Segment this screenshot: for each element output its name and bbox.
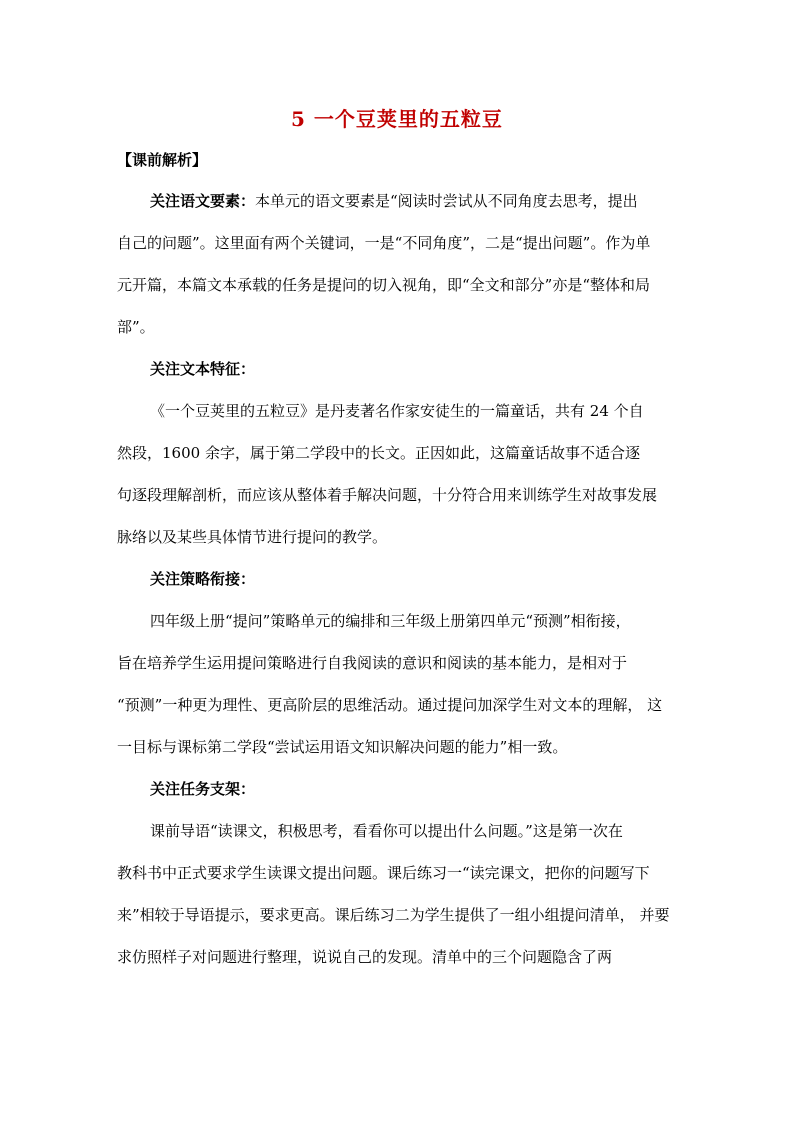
page-title: 5 一个豆荚里的五粒豆: [291, 107, 503, 131]
section-heading: 关注文本特征：: [150, 360, 256, 378]
paragraph-line: 自己的问题”。这里面有两个关键词，一是“不同角度”，二是“提出问题”。作为单: [117, 234, 651, 252]
text-run: 本单元的语文要素是“阅读时尝试从不同角度去思考，提出: [255, 192, 638, 210]
paragraph-line: 四年级上册“提问”策略单元的编排和三年级上册第四单元“预测”相衔接，: [150, 612, 631, 630]
paragraph-line: 课前导语“读课文，积极思考，看看你可以提出什么问题。”这是第一次在: [150, 822, 623, 840]
paragraph-line: 旨在培养学生运用提问策略进行自我阅读的意识和阅读的基本能力，是相对于: [117, 654, 628, 672]
paragraph-line: 元开篇，本篇文本承载的任务是提问的切入视角，即“全文和部分”亦是“整体和局: [117, 276, 651, 294]
paragraph-line: 求仿照样子对问题进行整理，说说自己的发现。清单中的三个问题隐含了两: [117, 948, 613, 966]
paragraph-line: [150, 191, 638, 211]
paragraph-line: 一目标与课标第二学段“尝试运用语文知识解决问题的能力”相一致。: [117, 738, 568, 756]
paragraph-line: 脉络以及某些具体情节进行提问的教学。: [117, 528, 388, 546]
paragraph-line: 句逐段理解剖析，而应该从整体着手解决问题，十分符合用来训练学生对故事发展: [117, 486, 658, 504]
paragraph-line: “预测”一种更为理性、更高阶层的思维活动。通过提问加深学生对文本的理解， 这: [117, 696, 663, 714]
paragraph-line: 教科书中正式要求学生读课文提出问题。课后练习一“读完课文，把你的问题写下: [117, 864, 650, 882]
section-heading: 关注语文要素：: [150, 192, 256, 210]
paragraph-line: 《一个豆荚里的五粒豆》是丹麦著名作家安徒生的一篇童话，共有 24 个自: [150, 402, 644, 420]
paragraph-line: 来”相较于导语提示，要求更高。课后练习二为学生提供了一组小组提问清单， 并要: [117, 906, 670, 924]
section-heading: 关注任务支架：: [150, 780, 256, 798]
paragraph-line: 然段，1600 余字，属于第二学段中的长文。正因如此，这篇童话故事不适合逐: [117, 444, 640, 462]
section-tag: 【课前解析】: [117, 151, 208, 169]
paragraph-line: 部”。: [117, 318, 155, 336]
section-heading: 关注策略衔接：: [150, 570, 256, 588]
